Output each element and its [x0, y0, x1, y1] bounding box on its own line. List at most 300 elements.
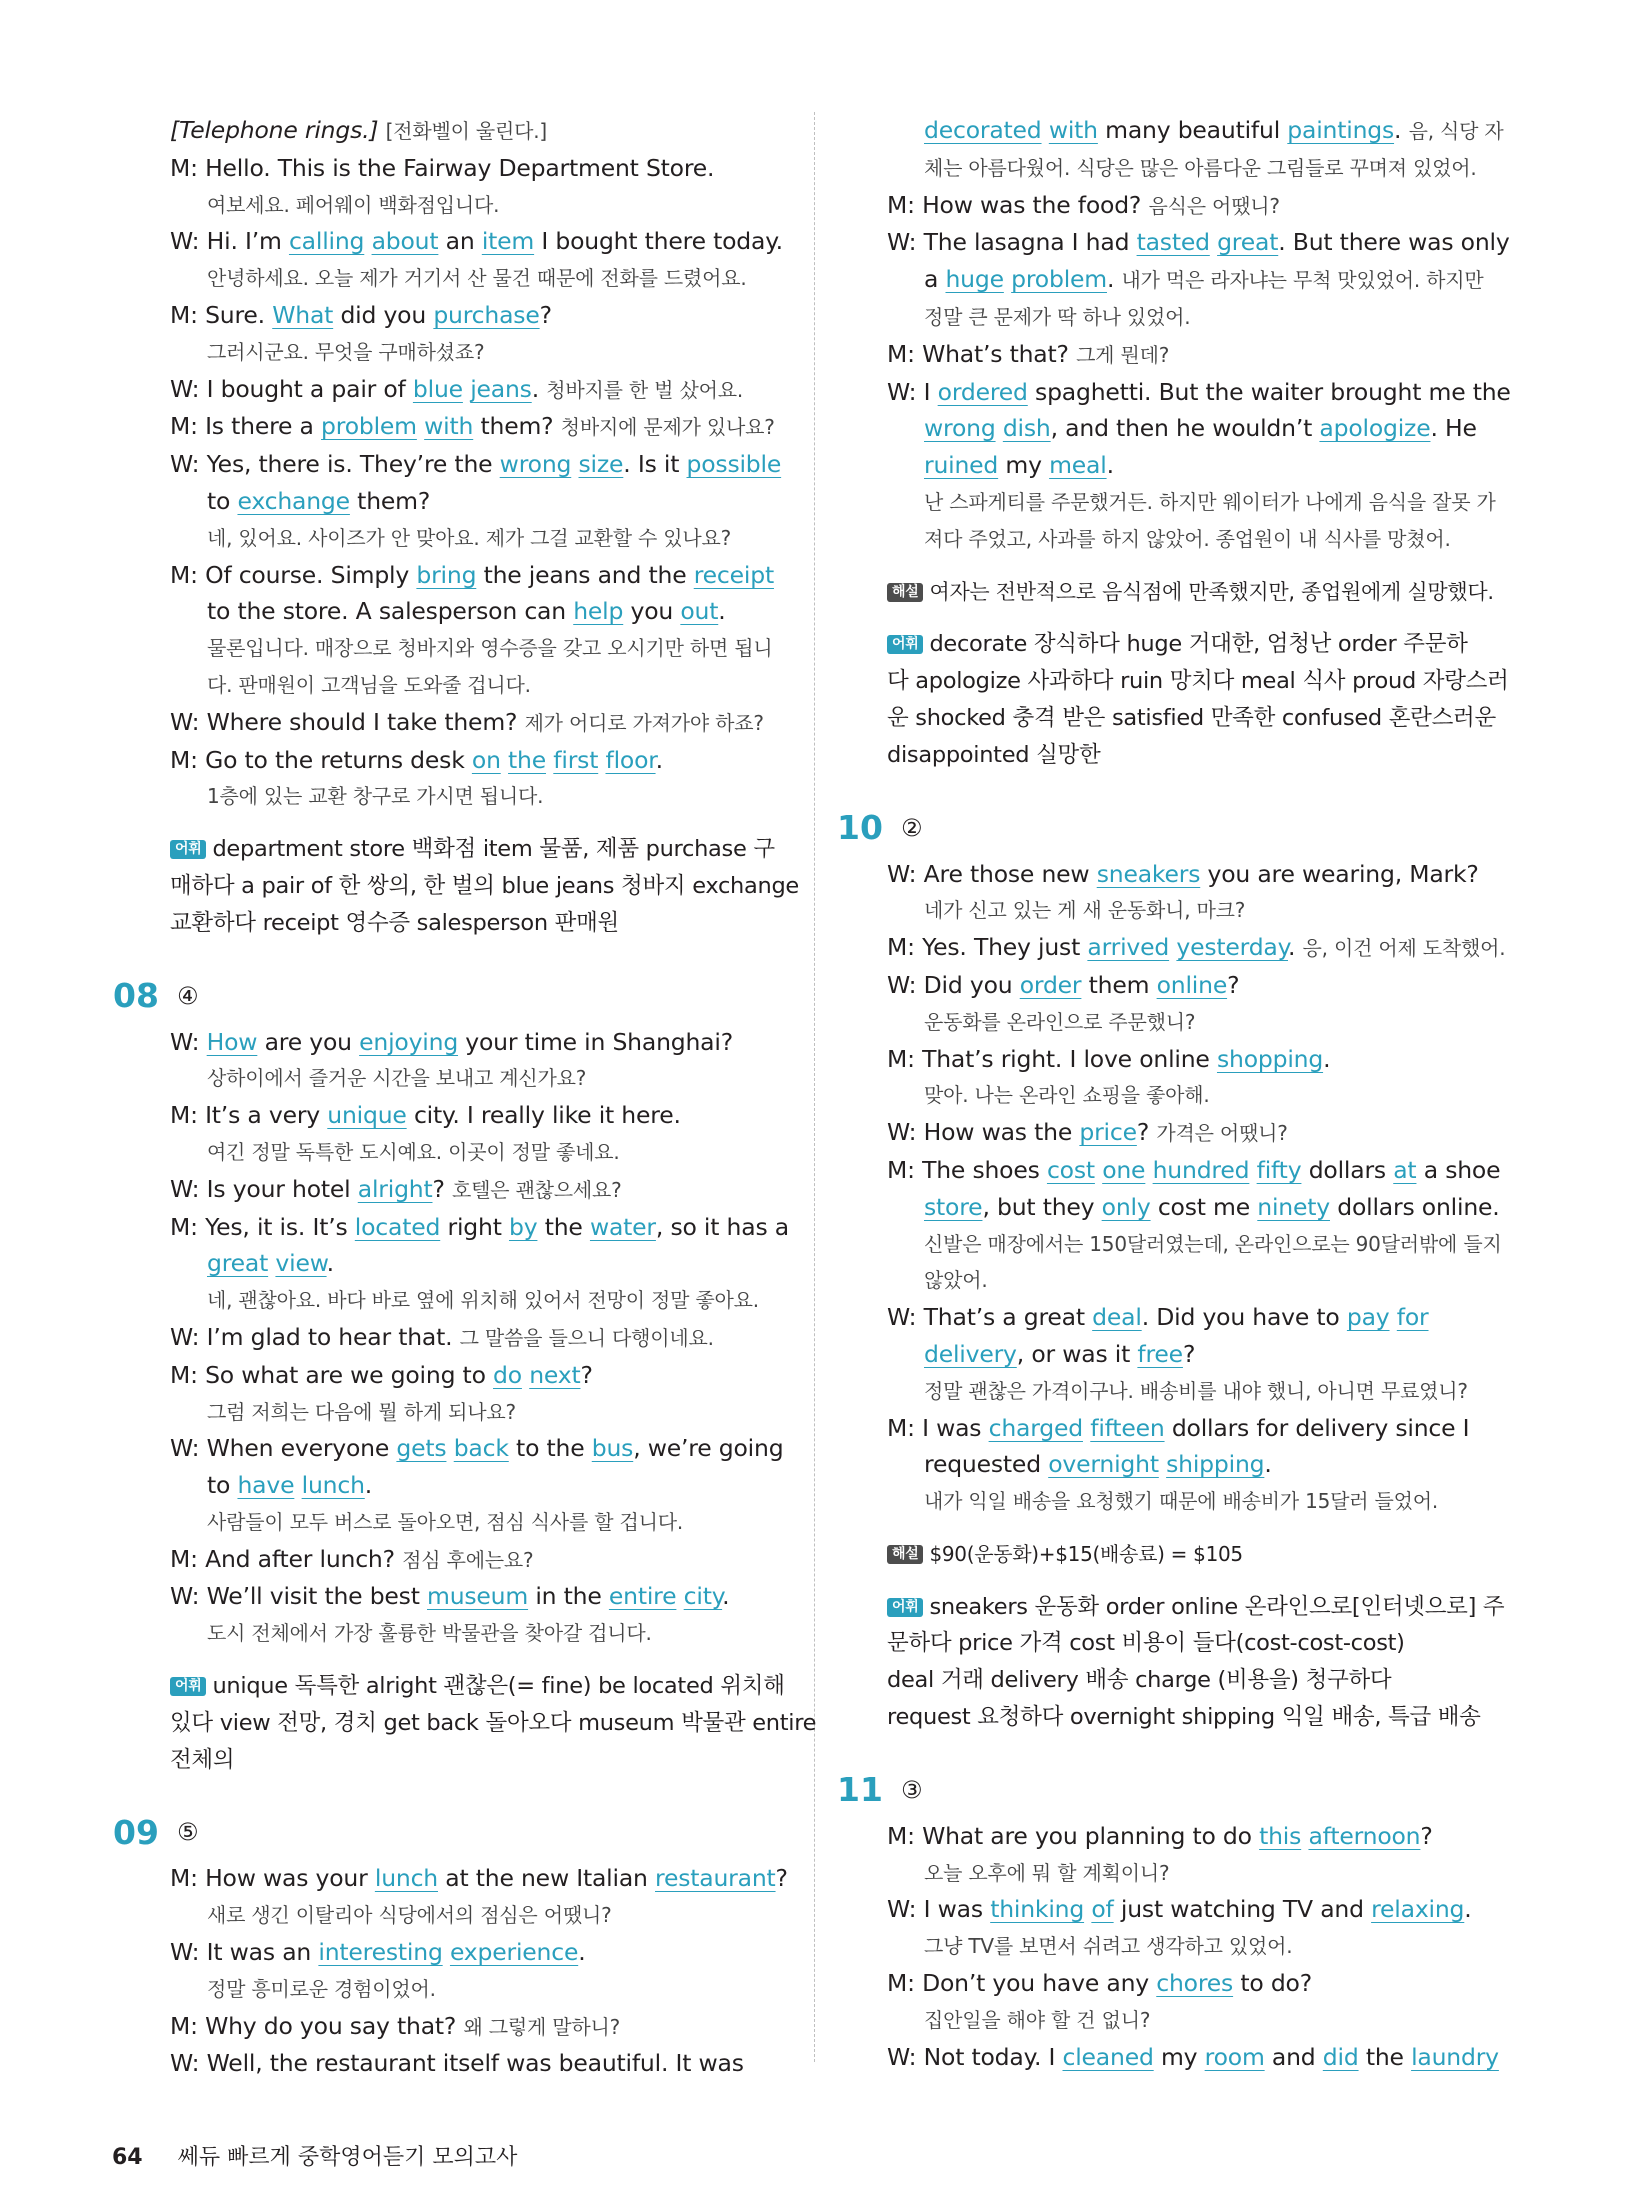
- dialogue-text: . Did you have to: [1141, 1303, 1347, 1332]
- dialogue-text: , we’re going: [633, 1434, 784, 1463]
- vocab-line: request 요청하다 overnight shipping 익일 배송, 특급 배송: [887, 1704, 1481, 1731]
- vocab-line: 어휘 department store 백화점 item 물품, 제품 purchase 구: [170, 831, 790, 868]
- dialogue-line: [170, 1430, 790, 1467]
- dialogue-line: [887, 1965, 1507, 2002]
- translation-line: 상하이에서 즐거운 시간을 보내고 계신가요?: [207, 1066, 587, 1091]
- vocab-badge: 어휘: [170, 840, 206, 859]
- dialogue-line: [887, 1446, 1507, 1483]
- dialogue-line: [887, 1299, 1507, 1336]
- dialogue-text: city. I really like it here.: [406, 1101, 681, 1130]
- answer-blank: paintings: [1287, 116, 1395, 144]
- dialogue-text: requested: [924, 1450, 1049, 1479]
- answer-blank: with: [1048, 116, 1098, 144]
- translation-line: 다. 판매원이 고객님을 도와줄 겁니다.: [207, 672, 531, 697]
- dialogue-line: [170, 1209, 790, 1246]
- answer-blank: apologize: [1319, 414, 1431, 443]
- answer-blank: deal: [1092, 1303, 1142, 1332]
- answer-blank: restaurant: [655, 1864, 776, 1893]
- dialogue-line: [887, 1152, 1507, 1189]
- right-column: [837, 112, 1511, 2075]
- dialogue-text: them?: [349, 486, 431, 515]
- dialogue-text: the jeans and the: [476, 560, 694, 589]
- vocab-line: 전체의: [170, 1746, 235, 1773]
- dialogue-text: you are wearing, Mark?: [1200, 859, 1479, 888]
- translation-line: 안녕하세요. 오늘 제가 거기서 산 물건 때문에 전화를 드렸어요.: [207, 266, 747, 291]
- vocab-line: 문하다 price 가격 cost 비용이 들다(cost-cost-cost): [887, 1630, 1405, 1657]
- answer-blank: interesting: [318, 1938, 443, 1967]
- inline-translation: 제가 어디로 가져가야 하죠?: [524, 710, 764, 735]
- dialogue-text: W: I bought a pair of: [170, 374, 413, 403]
- answer-blank: dish: [1002, 414, 1051, 443]
- dialogue-text: a: [924, 265, 946, 294]
- dialogue-line: [170, 446, 790, 483]
- dialogue-text: M: Don’t you have any: [887, 1969, 1157, 1998]
- dialogue-text: W: Are those new: [887, 859, 1097, 888]
- dialogue-text: W: Not today. I: [887, 2042, 1063, 2071]
- answer-blank: lunch: [374, 1864, 438, 1893]
- dialogue-line: [170, 1097, 790, 1134]
- answer-blank: problem: [1011, 265, 1107, 294]
- inline-translation: 음, 식당 자: [1408, 119, 1504, 143]
- dialogue-text: them: [1081, 970, 1157, 999]
- answer-blank: about: [371, 227, 439, 256]
- answer-blank: with: [424, 412, 474, 441]
- answer-blank: first: [553, 745, 599, 774]
- vocab-line: disappointed 실망한: [887, 741, 1101, 768]
- dialogue-text: ?: [775, 1864, 788, 1893]
- answer-blank: ordered: [937, 377, 1028, 406]
- translation-line: 여긴 정말 독특한 도시예요. 이곳이 정말 좋네요.: [207, 1139, 620, 1164]
- answer-blank: unique: [327, 1101, 407, 1130]
- answer-blank: help: [573, 597, 624, 626]
- dialogue-text: .: [1106, 265, 1122, 294]
- answer-blank: item: [481, 227, 535, 256]
- dialogue-text: W: Is your hotel: [170, 1174, 358, 1203]
- dialogue-text: did you: [333, 300, 434, 329]
- answer-blank: meal: [1049, 451, 1107, 480]
- dialogue-line: [887, 447, 1507, 484]
- dialogue-text: . He: [1430, 414, 1477, 443]
- vocab-badge: 어휘: [887, 635, 923, 654]
- inline-translation: 가격은 어땠니?: [1156, 1121, 1288, 1146]
- answer-blank: shopping: [1216, 1044, 1324, 1073]
- dialogue-text: M: Why do you say that?: [170, 2011, 464, 2040]
- answer-blank: on: [471, 745, 501, 774]
- dialogue-text: [996, 414, 1003, 442]
- dialogue-text: ?: [432, 1174, 453, 1203]
- question-header: [837, 800, 1507, 856]
- dialogue-text: W: We’ll visit the best: [170, 1582, 427, 1611]
- answer-mark: ③: [900, 1775, 923, 1804]
- dialogue-line: M: Hello. This is the Fairway Department Store.: [170, 153, 715, 182]
- dialogue-text: W: That’s a great: [887, 1303, 1093, 1332]
- dialogue-text: and: [1264, 2042, 1323, 2071]
- answer-blank: receipt: [693, 560, 774, 589]
- translation-line: 내가 익일 배송을 요청했기 때문에 배송비가 15달러 들었어.: [924, 1489, 1439, 1514]
- dialogue-text: . Is it: [623, 450, 687, 479]
- dialogue-text: M: Is there a: [170, 412, 322, 441]
- answer-blank: bring: [416, 560, 477, 589]
- question-number: 10: [837, 808, 883, 848]
- dialogue-text: W: Hi. I’m: [170, 227, 289, 256]
- dialogue-text: .: [1394, 116, 1409, 144]
- dialogue-line: [170, 1467, 790, 1504]
- dialogue-text: M: And after lunch?: [170, 1544, 403, 1573]
- answer-blank: did: [1322, 2042, 1359, 2071]
- answer-blank: hundred: [1152, 1155, 1250, 1184]
- question-number: 08: [113, 976, 159, 1016]
- answer-blank: wrong: [924, 414, 996, 443]
- dialogue-line: [170, 1860, 790, 1897]
- answer-blank: great: [207, 1249, 269, 1278]
- answer-blank: have: [237, 1471, 295, 1500]
- inline-translation: 청바지에 문제가 있나요?: [560, 415, 775, 440]
- dialogue-line: [170, 1357, 790, 1394]
- answer-mark: ④: [176, 981, 199, 1010]
- book-title: 쎄듀 빠르게 중학영어듣기 모의고사: [177, 2145, 518, 2170]
- answer-blank: charged: [988, 1413, 1083, 1442]
- vocab-line: 어휘 unique 독특한 alright 괜찮은(= fine) be located 위치해: [170, 1668, 790, 1705]
- dialogue-line: [170, 297, 790, 334]
- dialogue-text: just watching TV and: [1113, 1895, 1372, 1924]
- dialogue-text: at the new Italian: [438, 1864, 656, 1893]
- dialogue-line: [887, 1189, 1507, 1226]
- dialogue-text: the: [1358, 2042, 1412, 2071]
- dialogue-text: W: Yes, there is. They’re the: [170, 450, 500, 479]
- dialogue-text: .: [1106, 451, 1114, 480]
- translation-line: 네, 있어요. 사이즈가 안 맞아요. 제가 그걸 교환할 수 있나요?: [207, 525, 732, 550]
- translation-line: 져다 주었고, 사과를 하지 않았어. 종업원이 내 식사를 망쳤어.: [924, 526, 1451, 551]
- explanation-line: 해설 여자는 전반적으로 음식점에 만족했지만, 종업원에게 실망했다.: [887, 574, 1507, 611]
- column-divider: [814, 112, 815, 2062]
- inline-translation: 내가 먹은 라자냐는 무척 맛있었어. 하지만: [1121, 268, 1484, 293]
- translation-line: 오늘 오후에 뭐 할 계획이니?: [924, 1860, 1170, 1885]
- inline-translation: 그게 뭔데?: [1076, 342, 1170, 367]
- dialogue-text: [676, 1582, 683, 1610]
- answer-blank: only: [1101, 1192, 1151, 1221]
- answer-blank: do: [493, 1360, 522, 1389]
- dialogue-text: .: [655, 745, 663, 774]
- dialogue-text: ?: [1227, 970, 1240, 999]
- answer-blank: chores: [1156, 1969, 1234, 1998]
- answer-blank: pay: [1346, 1303, 1390, 1332]
- answer-blank: located: [354, 1212, 441, 1241]
- dialogue-line: [170, 223, 790, 260]
- translation-line: 체는 아름다웠어. 식당은 많은 아름다운 그림들로 꾸며져 있었어.: [924, 155, 1477, 180]
- dialogue-line: [170, 704, 790, 742]
- answer-blank: size: [578, 450, 624, 479]
- dialogue-line: [887, 1041, 1507, 1078]
- explanation-badge: 해설: [887, 1545, 923, 1564]
- dialogue-line: [887, 967, 1507, 1004]
- vocab-badge: 어휘: [887, 1598, 923, 1617]
- dialogue-text: cost me: [1150, 1192, 1258, 1221]
- dialogue-line: [887, 187, 1507, 225]
- dialogue-text: [446, 1434, 453, 1462]
- answer-blank: museum: [427, 1582, 529, 1611]
- dialogue-text: [294, 1471, 301, 1499]
- dialogue-text: .: [722, 1582, 730, 1611]
- question-number: 11: [837, 1770, 883, 1810]
- answer-blank: this: [1259, 1821, 1302, 1850]
- answer-blank: view: [275, 1249, 327, 1278]
- answer-blank: by: [508, 1212, 538, 1241]
- translation-line: 새로 생긴 이탈리아 식당에서의 점심은 어땠니?: [207, 1903, 612, 1928]
- dialogue-line: [170, 2008, 790, 2046]
- question-header: [113, 1804, 790, 1860]
- dialogue-line: [170, 483, 790, 520]
- answer-blank: one: [1102, 1155, 1146, 1184]
- dialogue-text: W: It was an: [170, 1938, 319, 1967]
- left-column: [113, 112, 817, 2082]
- dialogue-text: an: [438, 227, 482, 256]
- translation-line: 여보세요. 페어웨이 백화점입니다.: [207, 192, 500, 217]
- vocab-line: 있다 view 전망, 경치 get back 돌아오다 museum 박물관 entire: [170, 1709, 817, 1736]
- dialogue-text: to: [207, 1471, 238, 1500]
- inline-translation: 청바지를 한 벌 샀어요.: [546, 377, 743, 402]
- dialogue-text: in the: [528, 1582, 609, 1611]
- dialogue-text: right: [440, 1212, 509, 1241]
- dialogue-text: to do?: [1233, 1969, 1312, 1998]
- dialogue-line: [Telephone rings.] [전화벨이 울린다.]: [170, 116, 548, 144]
- translation-line: 정말 큰 문제가 딱 하나 있었어.: [924, 304, 1191, 329]
- question-number: 09: [113, 1812, 159, 1852]
- translation-line: 네가 신고 있는 게 새 운동화니, 마크?: [924, 898, 1246, 923]
- answer-blank: store: [924, 1192, 983, 1221]
- dialogue-text: you: [623, 597, 681, 626]
- dialogue-line: [887, 336, 1507, 374]
- answer-blank: shipping: [1166, 1450, 1265, 1479]
- dialogue-text: ?: [1182, 1339, 1196, 1368]
- inline-translation: 응, 이건 어제 도착했어.: [1302, 936, 1506, 961]
- vocab-line: 운 shocked 충격 받은 satisfied 만족한 confused 혼란스러운: [887, 704, 1496, 731]
- answer-blank: entire: [608, 1582, 677, 1611]
- vocab-line: 매하다 a pair of 한 쌍의, 한 벌의 blue jeans 청바지 exchange: [170, 872, 799, 899]
- page-number: 64: [112, 2145, 143, 2170]
- dialogue-line: [170, 408, 790, 446]
- answer-blank: experience: [449, 1938, 579, 1967]
- answer-blank: ninety: [1257, 1192, 1330, 1221]
- dialogue-text: M: What’s that?: [887, 339, 1077, 368]
- dialogue-text: ?: [1420, 1821, 1433, 1850]
- dialogue-text: [1042, 116, 1049, 144]
- dialogue-text: M: Of course. Simply: [170, 560, 417, 589]
- answer-mark: ⑤: [176, 1818, 199, 1847]
- answer-blank: next: [529, 1360, 581, 1389]
- translation-line: 맞아. 나는 온라인 쇼핑을 좋아해.: [924, 1083, 1210, 1108]
- dialogue-text: your time in Shanghai?: [458, 1027, 733, 1056]
- dialogue-text: [1390, 1303, 1397, 1331]
- answer-blank: delivery: [924, 1339, 1017, 1368]
- dialogue-line: [170, 1319, 790, 1357]
- dialogue-text: [598, 746, 605, 774]
- dialogue-text: are you: [257, 1027, 360, 1056]
- dialogue-text: , but they: [982, 1192, 1102, 1221]
- answer-blank: problem: [321, 412, 417, 441]
- translation-line: 네, 괜찮아요. 바다 바로 옆에 위치해 있어서 전망이 정말 좋아요.: [207, 1288, 759, 1313]
- translation-line: 난 스파게티를 주문했거든. 하지만 웨이터가 나에게 음식을 잘못 가: [924, 489, 1496, 514]
- dialogue-text: M: That’s right. I love online: [887, 1044, 1217, 1073]
- dialogue-line: [170, 1934, 790, 1971]
- translation-line: 집안일을 해야 할 건 없니?: [924, 2007, 1151, 2032]
- answer-blank: for: [1396, 1303, 1429, 1332]
- dialogue-text: M: Yes, it is. It’s: [170, 1212, 355, 1241]
- dialogue-text: M: The shoes: [887, 1155, 1047, 1184]
- answer-blank: of: [1091, 1895, 1114, 1924]
- dialogue-text: [571, 450, 578, 478]
- dialogue-text: .: [578, 1938, 586, 1967]
- vocab-badge: 어휘: [170, 1677, 206, 1696]
- answer-blank: purchase: [433, 300, 540, 329]
- translation-line: 정말 흥미로운 경험이었어.: [207, 1976, 436, 2001]
- dialogue-text: many beautiful: [1097, 116, 1288, 144]
- dialogue-text: dollars for delivery since I: [1164, 1413, 1470, 1442]
- dialogue-text: .: [1264, 1450, 1272, 1479]
- answer-blank: overnight: [1048, 1450, 1159, 1479]
- dialogue-line: [887, 1818, 1507, 1855]
- dialogue-text: [364, 227, 371, 255]
- dialogue-text: .: [718, 597, 726, 626]
- answer-blank: arrived: [1087, 933, 1170, 962]
- answer-blank: gets: [396, 1434, 447, 1463]
- answer-blank: exchange: [237, 486, 350, 515]
- dialogue-text: my: [1153, 2042, 1205, 2071]
- answer-blank: blue: [412, 374, 463, 403]
- dialogue-text: , so it has a: [655, 1212, 789, 1241]
- dialogue-text: M: I was: [887, 1413, 989, 1442]
- dialogue-line: [887, 1114, 1507, 1152]
- dialogue-text: M: Yes. They just: [887, 933, 1088, 962]
- dialogue-text: them?: [473, 412, 561, 441]
- dialogue-line: W: Well, the restaurant itself was beautiful. It was: [170, 2049, 744, 2078]
- dialogue-line: [887, 112, 1507, 150]
- vocab-line: 어휘 decorate 장식하다 huge 거대한, 엄청난 order 주문하: [887, 626, 1507, 663]
- answer-blank: sneakers: [1096, 859, 1201, 888]
- answer-blank: water: [589, 1212, 656, 1241]
- dialogue-text: the: [537, 1212, 590, 1241]
- translation-line: 물론입니다. 매장으로 청바지와 영수증을 갖고 오시기만 하면 됩니: [207, 636, 773, 661]
- dialogue-text: M: What are you planning to do: [887, 1821, 1260, 1850]
- dialogue-text: spaghetti. But the waiter brought me the: [1027, 377, 1511, 406]
- answer-blank: the: [508, 745, 547, 774]
- dialogue-line: [887, 224, 1510, 261]
- answer-blank: jeans: [470, 374, 532, 403]
- dialogue-text: , and then he wouldn’t: [1050, 414, 1320, 443]
- dialogue-text: W:: [170, 1027, 207, 1056]
- dialogue-text: ?: [580, 1360, 593, 1389]
- translation-line: 신발은 매장에서는 150달러였는데, 온라인으로는 90달러밖에 들지: [924, 1231, 1502, 1256]
- answer-blank: bus: [591, 1434, 634, 1463]
- dialogue-text: .: [1323, 1044, 1331, 1073]
- dialogue-text: to the: [508, 1434, 592, 1463]
- dialogue-text: a shoe: [1416, 1155, 1501, 1184]
- dialogue-text: W: I was: [887, 1895, 991, 1924]
- answer-blank: free: [1137, 1339, 1183, 1368]
- answer-blank: cleaned: [1062, 2042, 1154, 2071]
- dialogue-line: [170, 1541, 790, 1579]
- translation-line: 정말 괜찮은 가격이구나. 배송비를 내야 했니, 아니면 무료였니?: [924, 1378, 1468, 1403]
- dialogue-line: [887, 1336, 1507, 1373]
- answer-blank: yesterday: [1176, 933, 1288, 962]
- dialogue-text: [1145, 1156, 1152, 1184]
- translation-line: 그럼 저희는 다음에 뭘 하게 되나요?: [207, 1399, 516, 1424]
- dialogue-text: ?: [1136, 1118, 1157, 1147]
- translation-line: 운동화를 온라인으로 주문했니?: [924, 1009, 1196, 1034]
- dialogue-text: , or was it: [1016, 1339, 1138, 1368]
- vocab-line: 다 apologize 사과하다 ruin 망치다 meal 식사 proud 자랑스러: [887, 668, 1509, 695]
- dialogue-text: M: Go to the returns desk: [170, 745, 472, 774]
- answer-blank: calling: [288, 227, 365, 256]
- dialogue-text: ?: [539, 300, 552, 329]
- translation-line: 도시 전체에서 가장 훌륭한 박물관을 찾아갈 겁니다.: [207, 1621, 652, 1646]
- dialogue-line: [887, 2039, 1507, 2076]
- answer-blank: decorated: [924, 116, 1042, 144]
- inline-translation: 그 말씀을 들으니 다행이네요.: [459, 1325, 714, 1350]
- dialogue-line: [170, 593, 790, 630]
- answer-blank: out: [680, 597, 719, 626]
- page-footer: [112, 2140, 517, 2171]
- dialogue-text: M: How was your: [170, 1864, 375, 1893]
- dialogue-line: [887, 856, 1507, 893]
- translation-line: 그러시군요. 무엇을 구매하셨죠?: [207, 339, 485, 364]
- dialogue-line: [170, 1171, 790, 1209]
- dialogue-text: W: I’m glad to hear that.: [170, 1322, 460, 1351]
- dialogue-text: my: [998, 451, 1050, 480]
- dialogue-text: to: [207, 486, 238, 515]
- dialogue-text: .: [531, 374, 547, 403]
- dialogue-line: [170, 742, 790, 779]
- inline-translation: 왜 그렇게 말하니?: [463, 2014, 621, 2039]
- dialogue-text: [1249, 1156, 1256, 1184]
- dialogue-line: [887, 261, 1507, 299]
- dialogue-text: W: How was the: [887, 1118, 1080, 1147]
- answer-blank: What: [272, 300, 334, 329]
- dialogue-text: [501, 746, 508, 774]
- answer-blank: price: [1079, 1118, 1137, 1147]
- dialogue-text: to the store. A salesperson can: [207, 597, 574, 626]
- answer-blank: How: [206, 1027, 258, 1056]
- dialogue-text: W: Where should I take them?: [170, 707, 525, 736]
- dialogue-text: [443, 1938, 450, 1966]
- answer-blank: possible: [686, 450, 782, 479]
- question-header: [837, 1762, 1507, 1818]
- answer-mark: ②: [900, 813, 923, 842]
- dialogue-text: W: I: [887, 377, 938, 406]
- answer-blank: tasted: [1136, 228, 1210, 257]
- answer-blank: at: [1393, 1155, 1417, 1184]
- answer-blank: ruined: [924, 451, 999, 480]
- dialogue-line: [887, 1891, 1507, 1928]
- dialogue-line: [887, 410, 1507, 447]
- translation-line: 사람들이 모두 버스로 돌아오면, 점심 식사를 할 겁니다.: [207, 1509, 684, 1534]
- answer-blank: fifteen: [1090, 1413, 1165, 1442]
- dialogue-text: .: [1464, 1895, 1472, 1924]
- dialogue-line: [170, 371, 790, 409]
- dialogue-text: .: [1288, 933, 1303, 962]
- answer-blank: enjoying: [359, 1027, 459, 1056]
- answer-blank: city: [683, 1582, 723, 1611]
- dialogue-text: dollars online.: [1329, 1192, 1500, 1221]
- answer-blank: floor: [605, 745, 656, 774]
- inline-translation: 호텔은 괜찮으세요?: [452, 1177, 622, 1202]
- answer-blank: wrong: [499, 450, 572, 479]
- dialogue-text: I bought there today.: [534, 227, 783, 256]
- question-header: [113, 968, 790, 1024]
- explanation-badge: 해설: [887, 583, 923, 602]
- dialogue-line: [170, 1024, 790, 1061]
- inline-translation: 점심 후에는요?: [402, 1547, 534, 1572]
- dialogue-text: W: When everyone: [170, 1434, 397, 1463]
